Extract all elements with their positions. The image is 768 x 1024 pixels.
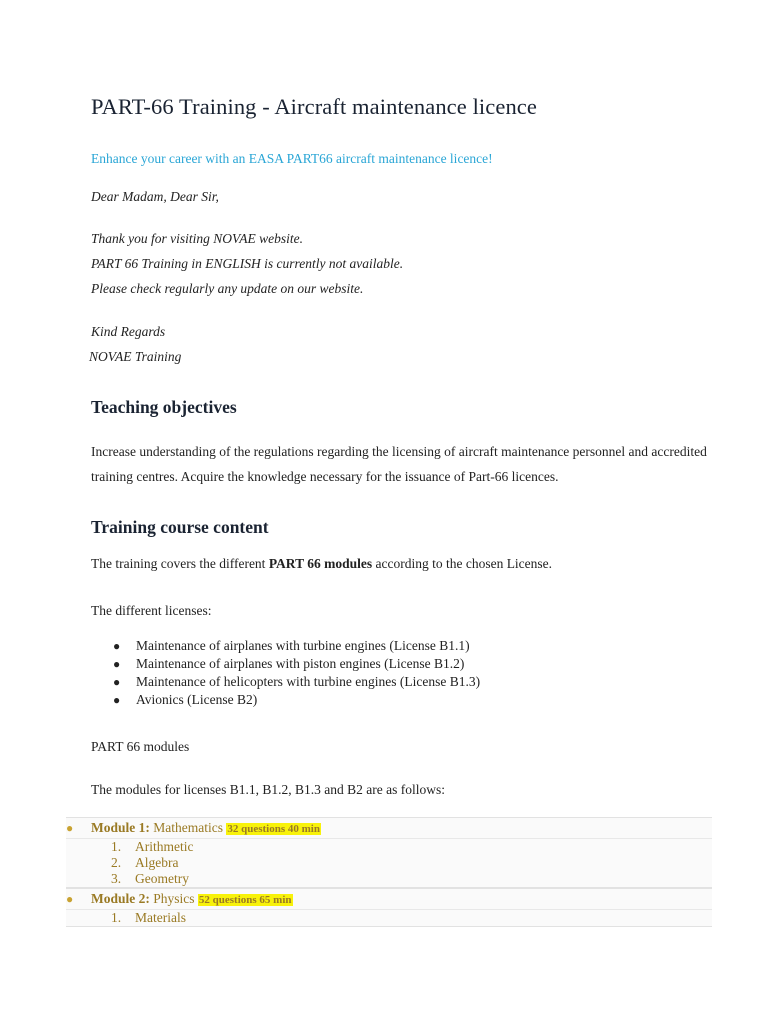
- modules-intro: The modules for licenses B1.1, B1.2, B1.3 and B2 are as follows:: [91, 782, 445, 797]
- bullet-icon: ●: [66, 821, 74, 835]
- training-intro-post: according to the chosen License.: [372, 556, 553, 571]
- bullet-icon: ●: [66, 892, 74, 906]
- module-row: [66, 817, 712, 888]
- licenses-label: The different licenses:: [91, 603, 212, 618]
- list-item: 2. Algebra: [111, 855, 179, 870]
- module-row: [66, 888, 712, 927]
- module-label: Module 2:: [91, 891, 150, 906]
- module-badge: 52 questions 65 min: [198, 894, 292, 906]
- list-item: 1. Arithmetic: [111, 839, 194, 854]
- module-item-text: Algebra: [135, 855, 179, 870]
- licenses-list: [91, 637, 480, 709]
- letter-greeting: Dear Madam, Dear Sir,: [91, 189, 219, 204]
- modules-table: [66, 817, 712, 927]
- license-text: Maintenance of airplanes with turbine engines (License B1.1): [136, 638, 470, 653]
- training-intro-bold: PART 66 modules: [268, 556, 373, 571]
- list-item: [91, 673, 480, 691]
- letter-line-2: PART 66 Training in ENGLISH is currently not available.: [91, 256, 404, 271]
- training-intro: [91, 556, 552, 572]
- list-item: [91, 655, 480, 673]
- bullet-icon: ●: [113, 675, 121, 689]
- module-title: [91, 818, 321, 839]
- list-item: 3. Geometry: [111, 871, 189, 886]
- module-item-text: Materials: [135, 910, 186, 925]
- module-item-text: Geometry: [135, 871, 189, 886]
- list-item: [91, 691, 480, 709]
- module-badge: 32 questions 40 min: [227, 823, 320, 835]
- modules-label: PART 66 modules: [91, 739, 190, 754]
- letter-line-1: Thank you for visiting NOVAE website.: [91, 231, 303, 246]
- letter-closing: Kind Regards: [91, 324, 166, 339]
- training-content-heading: Training course content: [91, 517, 269, 537]
- module-name: Mathematics: [153, 820, 223, 835]
- page-title: PART-66 Training - Aircraft maintenance licence: [91, 94, 537, 119]
- module-title: [91, 889, 293, 910]
- list-item: 1. Materials: [111, 910, 186, 925]
- module-items: [66, 838, 712, 887]
- bullet-icon: ●: [113, 657, 121, 671]
- letter-signature: NOVAE Training: [89, 349, 182, 364]
- module-item-text: Arithmetic: [135, 839, 194, 854]
- teaching-objectives-heading: Teaching objectives: [91, 397, 237, 417]
- tagline: Enhance your career with an EASA PART66 aircraft maintenance licence!: [91, 151, 493, 166]
- module-name: Physics: [153, 891, 195, 906]
- training-intro-pre: The training covers the different: [91, 556, 269, 571]
- letter-line-3: Please check regularly any update on our website.: [91, 281, 364, 296]
- license-text: Maintenance of helicopters with turbine engines (License B1.3): [136, 674, 481, 689]
- teaching-objectives-text: Increase understanding of the regulations regarding the licensing of aircraft maintenance personnel and accredited training centres. Acquire the knowledge necessary for the issuance of Part-66 licences.: [91, 444, 707, 484]
- list-item: [91, 637, 480, 655]
- module-label: Module 1:: [91, 820, 150, 835]
- module-items: [66, 909, 712, 926]
- bullet-icon: ●: [113, 693, 121, 707]
- license-text: Avionics (License B2): [136, 692, 258, 707]
- license-text: Maintenance of airplanes with piston engines (License B1.2): [136, 656, 465, 671]
- bullet-icon: ●: [113, 639, 121, 653]
- module-header: [66, 818, 712, 838]
- module-header: [66, 889, 712, 909]
